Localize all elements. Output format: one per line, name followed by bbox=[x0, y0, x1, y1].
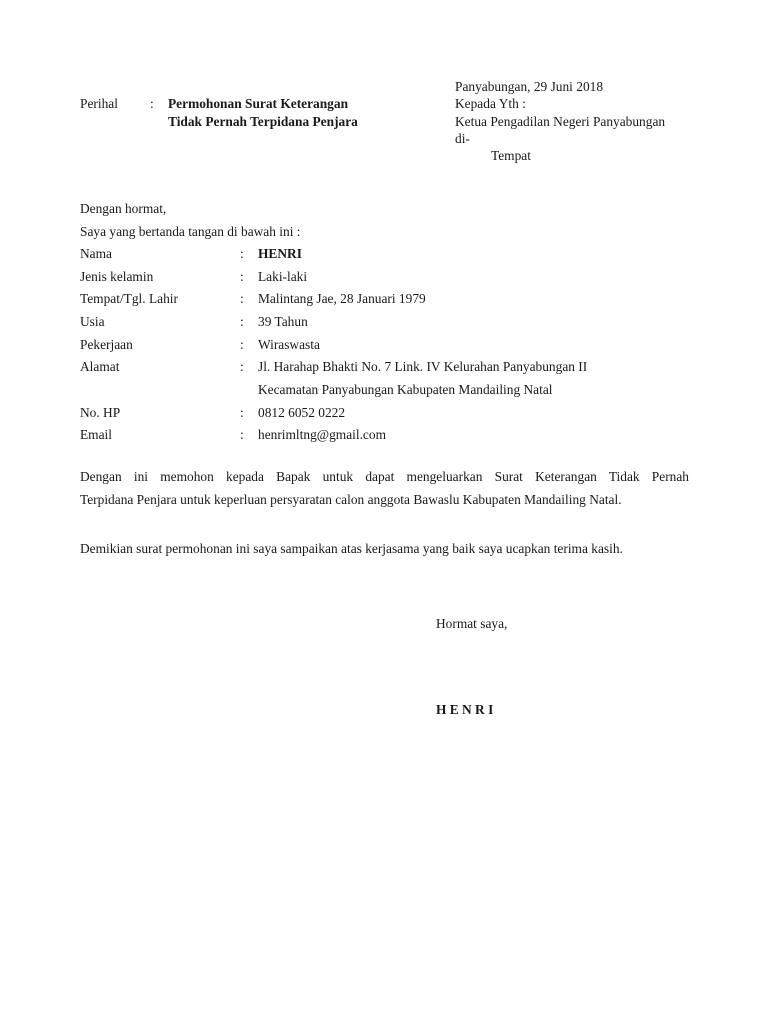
perihal-colon: : bbox=[150, 96, 154, 111]
kepada-label: Kepada Yth : bbox=[455, 96, 526, 111]
identity-label-alamat: Alamat bbox=[80, 359, 120, 374]
salutation: Dengan hormat, bbox=[80, 201, 167, 216]
identity-label-no-hp: No. HP bbox=[80, 405, 121, 420]
recipient: Ketua Pengadilan Negeri Panyabungan bbox=[455, 114, 666, 129]
place-date: Panyabungan, 29 Juni 2018 bbox=[455, 79, 604, 94]
identity-label-tempat-tgl-lahir: Tempat/Tgl. Lahir bbox=[80, 291, 178, 306]
identity-label-jenis-kelamin: Jenis kelamin bbox=[80, 269, 154, 284]
identity-colon: : bbox=[240, 246, 244, 261]
identity-value-pekerjaan: Wiraswasta bbox=[258, 337, 320, 352]
identity-label-pekerjaan: Pekerjaan bbox=[80, 337, 133, 352]
perihal-line-2: Tidak Pernah Terpidana Penjara bbox=[168, 114, 358, 129]
signature-name: H E N R I bbox=[436, 702, 494, 717]
identity-value-no-hp: 0812 6052 0222 bbox=[258, 405, 346, 420]
identity-colon: : bbox=[240, 427, 244, 442]
recipient-di: di- bbox=[455, 131, 470, 146]
identity-value-nama: HENRI bbox=[258, 246, 302, 261]
identity-colon: : bbox=[240, 269, 244, 284]
identity-value-alamat-line-2: Kecamatan Panyabungan Kabupaten Mandailing Natal bbox=[258, 382, 553, 397]
identity-value-alamat-line-1: Jl. Harahap Bhakti No. 7 Link. IV Kelurahan Panyabungan II bbox=[258, 359, 588, 374]
identity-colon: : bbox=[240, 314, 244, 329]
identity-value-jenis-kelamin: Laki-laki bbox=[258, 269, 308, 284]
identity-label-usia: Usia bbox=[80, 314, 105, 329]
perihal-line-1: Permohonan Surat Keterangan bbox=[168, 96, 349, 111]
identity-colon: : bbox=[240, 359, 244, 374]
identity-label-email: Email bbox=[80, 427, 112, 442]
identity-value-usia: 39 Tahun bbox=[258, 314, 308, 329]
recipient-tempat: Tempat bbox=[491, 148, 531, 163]
identity-value-tempat-tgl-lahir: Malintang Jae, 28 Januari 1979 bbox=[258, 291, 426, 306]
identity-label-nama: Nama bbox=[80, 246, 112, 261]
request-line-2: Terpidana Penjara untuk keperluan persyaratan calon anggota Bawaslu Kabupaten Mandailing Natal. bbox=[80, 492, 622, 507]
identity-colon: : bbox=[240, 291, 244, 306]
identity-value-email: henrimltng@gmail.com bbox=[258, 427, 386, 442]
intro-text: Saya yang bertanda tangan di bawah ini : bbox=[80, 224, 301, 239]
signature-greeting: Hormat saya, bbox=[436, 616, 508, 631]
request-paragraph bbox=[80, 465, 689, 511]
identity-colon: : bbox=[240, 337, 244, 352]
identity-colon: : bbox=[240, 405, 244, 420]
perihal-label: Perihal bbox=[80, 96, 118, 111]
request-line-1: Dengan ini memohon kepada Bapak untuk dapat mengeluarkan Surat Keterangan Tidak Pernah bbox=[80, 469, 689, 484]
closing-paragraph: Demikian surat permohonan ini saya sampaikan atas kerjasama yang baik saya ucapkan terima kasih. bbox=[80, 541, 623, 556]
